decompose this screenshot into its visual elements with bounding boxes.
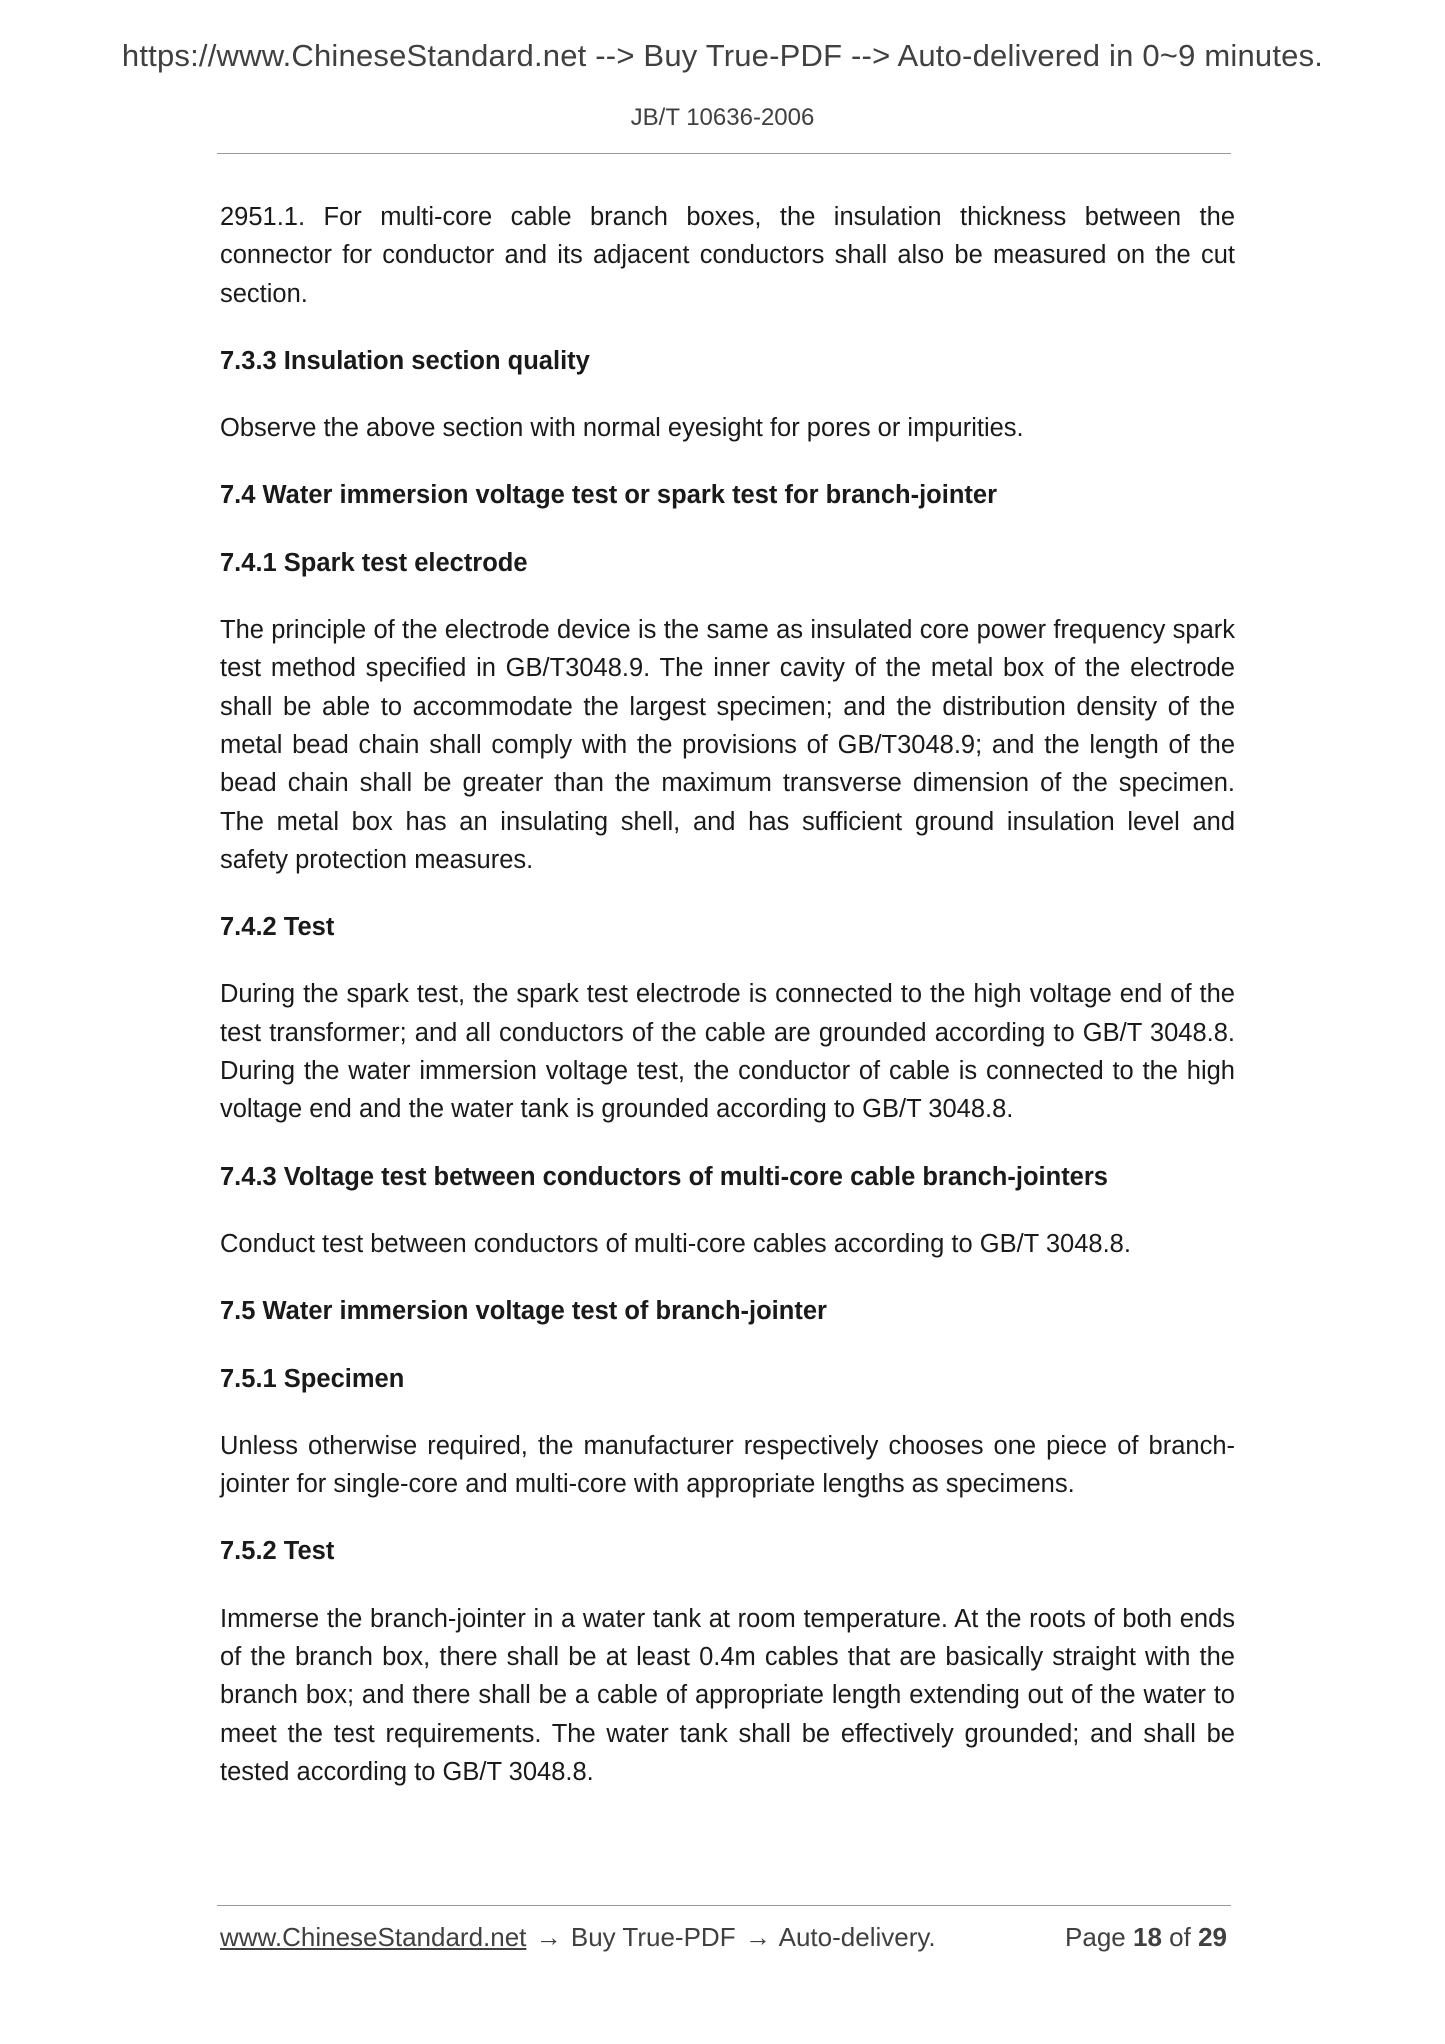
page-total: 29	[1198, 1922, 1227, 1952]
paragraph-insulation-thickness: 2951.1. For multi-core cable branch boxes, the insulation thickness between the connector for conductor and its adjacent conductors shall also be measured on the cut section.	[220, 203, 1235, 308]
footer-divider	[217, 1905, 1231, 1906]
page-indicator	[1065, 1922, 1227, 1953]
paragraph-spark-test: During the spark test, the spark test electrode is connected to the high voltage end of the test transformer; and all conductors of the cable are grounded according to GB/T 3048.8. During the water immersion voltage test, the conductor of cable is connected to the high voltage end and the water tank is grounded according to GB/T 3048.8.	[220, 980, 1235, 1124]
top-banner: https://www.ChineseStandard.net --> Buy True-PDF --> Auto-delivered in 0~9 minutes.	[121, 38, 1324, 73]
paragraph-immersion-test: Immerse the branch-jointer in a water tank at room temperature. At the roots of both ends of the branch box, there shall be at least 0.4m cables that are basically straight with the branch box; and there shall be a cable of appropriate length extending out of the water to meet the test requirements. The water tank shall be effectively grounded; and shall be tested according to GB/T 3048.8.	[220, 1604, 1235, 1786]
heading-7-5-2: 7.5.2 Test	[220, 1537, 335, 1566]
page-current: 18	[1133, 1922, 1162, 1952]
document-body	[220, 198, 1235, 1820]
paragraph-conductor-test: Conduct test between conductors of multi-core cables according to GB/T 3048.8.	[220, 1229, 1131, 1258]
arrow-icon: →	[535, 1922, 562, 1952]
heading-7-4-2: 7.4.2 Test	[220, 913, 335, 942]
heading-7-4-1: 7.4.1 Spark test electrode	[220, 548, 528, 577]
page-label: Page	[1065, 1922, 1126, 1952]
heading-7-5: 7.5 Water immersion voltage test of branch-jointer	[220, 1297, 827, 1326]
heading-7-4-3: 7.4.3 Voltage test between conductors of multi-core cable branch-jointers	[220, 1162, 1108, 1191]
site-link[interactable]: www.ChineseStandard.net	[220, 1922, 527, 1952]
heading-7-4: 7.4 Water immersion voltage test or spark test for branch-jointer	[220, 481, 998, 510]
arrow-icon: →	[744, 1922, 771, 1952]
page-of: of	[1169, 1922, 1191, 1952]
heading-7-3-3: 7.3.3 Insulation section quality	[220, 346, 590, 375]
buy-text: Buy True-PDF	[570, 1922, 736, 1952]
paragraph-electrode-principle: The principle of the electrode device is the same as insulated core power frequency spark test method specified in GB/T3048.9. The inner cavity of the metal box of the electrode shall be able to accommodate the largest specimen; and the distribution density of the metal bead chain shall comply with the provisions of GB/T3048.9; and the length of the bead chain shall be greater than the maximum transverse dimension of the specimen. The metal box has an insulating shell, and has sufficient ground insulation level and safety protection measures.	[220, 616, 1235, 874]
document-code: JB/T 10636-2006	[630, 104, 815, 131]
paragraph-observe-section: Observe the above section with normal eyesight for pores or impurities.	[220, 414, 1024, 443]
paragraph-specimen: Unless otherwise required, the manufacturer respectively chooses one piece of branch-jointer for single-core and multi-core with appropriate lengths as specimens.	[220, 1431, 1235, 1499]
delivery-text: Auto-delivery.	[778, 1922, 936, 1952]
header-divider	[217, 153, 1231, 154]
heading-7-5-1: 7.5.1 Specimen	[220, 1364, 405, 1393]
footer-promo	[220, 1922, 936, 1953]
